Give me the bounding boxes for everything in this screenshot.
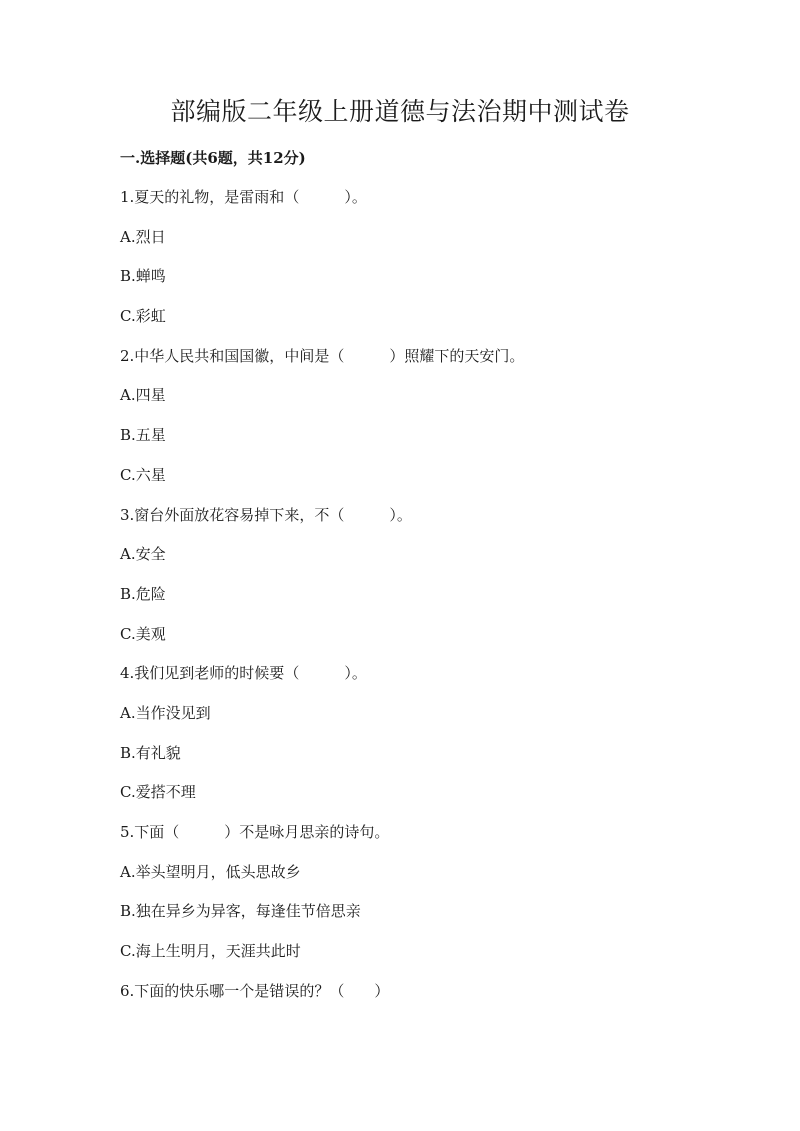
answer-option: B.有礼貌 (120, 743, 181, 762)
answer-option: B.蝉鸣 (120, 267, 166, 286)
answer-option: B.危险 (120, 584, 166, 603)
question-stem: 5.下面（ ）不是咏月思亲的诗句。 (120, 823, 390, 841)
answer-option: C.六星 (120, 465, 166, 484)
question-stem: 3.窗台外面放花容易掉下来，不（ ）。 (120, 505, 412, 524)
answer-option: A.当作没见到 (120, 703, 211, 722)
answer-option: B.五星 (120, 426, 166, 445)
page-title: 部编版二年级上册道德与法治期中测试卷 (170, 97, 630, 126)
answer-option: C.爱搭不理 (120, 783, 196, 802)
answer-option: A.四星 (120, 386, 166, 405)
question-stem: 4.我们见到老师的时候要（ ）。 (120, 664, 367, 683)
question-stem: 2.中华人民共和国国徽，中间是（ ）照耀下的天安门。 (120, 346, 525, 365)
answer-option: C.海上生明月，天涯共此时 (120, 942, 301, 961)
answer-option: A.安全 (120, 545, 166, 564)
answer-option: C.美观 (120, 624, 166, 643)
question-stem: 1.夏天的礼物，是雷雨和（ ）。 (120, 188, 367, 206)
answer-option: A.举头望明月，低头思故乡 (120, 862, 301, 881)
section-heading: 一.选择题(共6题，共12分) (120, 149, 306, 167)
answer-option: B.独在异乡为异客，每逢佳节倍思亲 (120, 902, 361, 921)
question-list (120, 187, 740, 1020)
question-stem: 6.下面的快乐哪一个是错误的？（ ） (120, 981, 390, 1000)
answer-option: A.烈日 (120, 227, 166, 246)
answer-option: C.彩虹 (120, 307, 166, 326)
